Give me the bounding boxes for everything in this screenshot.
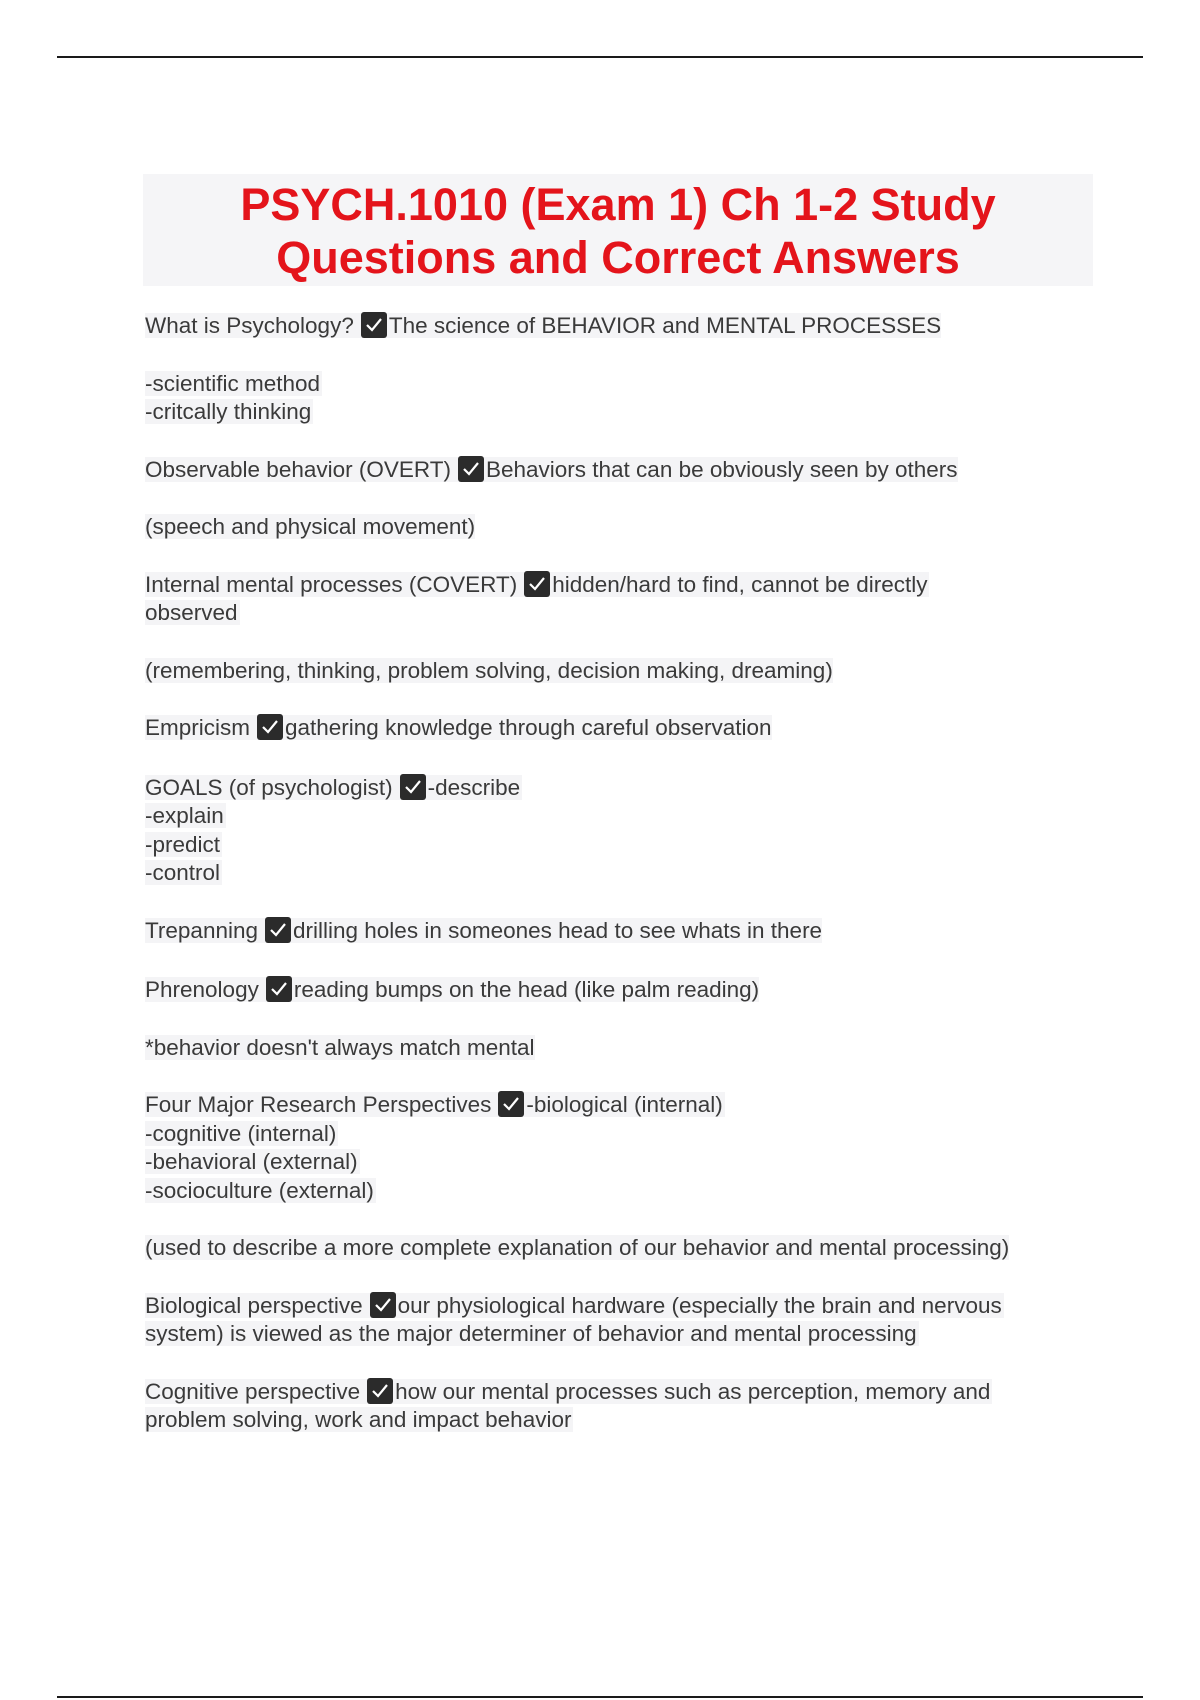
question-text: Empricism (145, 715, 250, 740)
qa-item-empiricism (145, 714, 1105, 743)
check-box-icon (257, 714, 283, 740)
qa-item-overt-note (145, 513, 1105, 542)
title-line-1: PSYCH.1010 (Exam 1) Ch 1-2 Study (240, 179, 996, 230)
question-text: GOALS (of psychologist) (145, 774, 393, 800)
check-box-icon (458, 456, 484, 482)
qa-item-phrenology-note (145, 1034, 1105, 1063)
answer-text: -explain (145, 803, 224, 828)
qa-item-psychology (145, 312, 1105, 341)
qa-item-biological (145, 1292, 1105, 1349)
answer-text: -control (145, 860, 221, 885)
qa-item-perspectives (145, 1091, 1105, 1205)
answer-text: Behaviors that can be obviously seen by others (485, 456, 958, 482)
qa-item-cognitive (145, 1378, 1105, 1435)
question-text: Internal mental processes (COVERT) (145, 571, 518, 597)
question-text: Trepanning (145, 917, 258, 943)
answer-text: problem solving, work and impact behavior (145, 1407, 572, 1432)
answer-text: -cognitive (internal) (145, 1120, 337, 1146)
question-text: Cognitive perspective (145, 1378, 361, 1404)
check-box-icon (498, 1091, 524, 1117)
note-line: *behavior doesn't always match mental (145, 1034, 535, 1060)
note-line: (remembering, thinking, problem solving, decision making, dreaming) (145, 657, 833, 683)
qa-list (145, 312, 1105, 1464)
answer-text: -behavioral (external) (145, 1149, 358, 1174)
answer-text: our physiological hardware (especially the brain and nervous (397, 1292, 1002, 1318)
answer-text: -predict (145, 831, 221, 857)
check-box-icon (367, 1378, 393, 1404)
question-text: Biological perspective (145, 1292, 363, 1318)
check-box-icon (370, 1292, 396, 1318)
answer-text: observed (145, 600, 238, 625)
check-box-icon (400, 774, 426, 800)
qa-item-goals (145, 774, 1105, 888)
answer-text: -socioculture (external) (145, 1177, 374, 1203)
qa-item-covert (145, 571, 1105, 628)
question-text: What is Psychology? (145, 313, 354, 338)
qa-item-psychology-note (145, 370, 1105, 427)
qa-item-phrenology (145, 976, 1105, 1005)
answer-text: system) is viewed as the major determiner of behavior and mental processing (145, 1321, 917, 1346)
note-line: -critcally thinking (145, 399, 312, 424)
top-rule (57, 56, 1143, 58)
answer-text: reading bumps on the head (like palm reading) (293, 977, 760, 1002)
question-text: Four Major Research Perspectives (145, 1092, 492, 1117)
note-line: (speech and physical movement) (145, 514, 476, 539)
note-line: -scientific method (145, 370, 321, 396)
answer-text: The science of BEHAVIOR and MENTAL PROCESSES (388, 313, 942, 338)
answer-text: drilling holes in someones head to see whats in there (293, 917, 823, 943)
note-line: (used to describe a more complete explanation of our behavior and mental processing) (145, 1235, 1010, 1260)
check-box-icon (361, 312, 387, 338)
qa-item-overt (145, 456, 1105, 485)
document-title (143, 174, 1093, 286)
answer-text: how our mental processes such as perception, memory and (395, 1378, 991, 1404)
check-box-icon (266, 976, 292, 1002)
qa-item-covert-note (145, 657, 1105, 686)
answer-text: -biological (internal) (526, 1092, 723, 1117)
answer-text: hidden/hard to find, cannot be directly (552, 571, 928, 597)
bottom-rule (57, 1696, 1143, 1698)
check-box-icon (524, 571, 550, 597)
answer-text: -describe (427, 774, 521, 800)
title-line-2: Questions and Correct Answers (276, 232, 960, 283)
check-box-icon (265, 917, 291, 943)
question-text: Observable behavior (OVERT) (145, 456, 451, 482)
qa-item-perspectives-note (145, 1234, 1105, 1263)
question-text: Phrenology (145, 977, 259, 1002)
answer-text: gathering knowledge through careful observation (285, 715, 772, 740)
qa-item-trepanning (145, 917, 1105, 946)
